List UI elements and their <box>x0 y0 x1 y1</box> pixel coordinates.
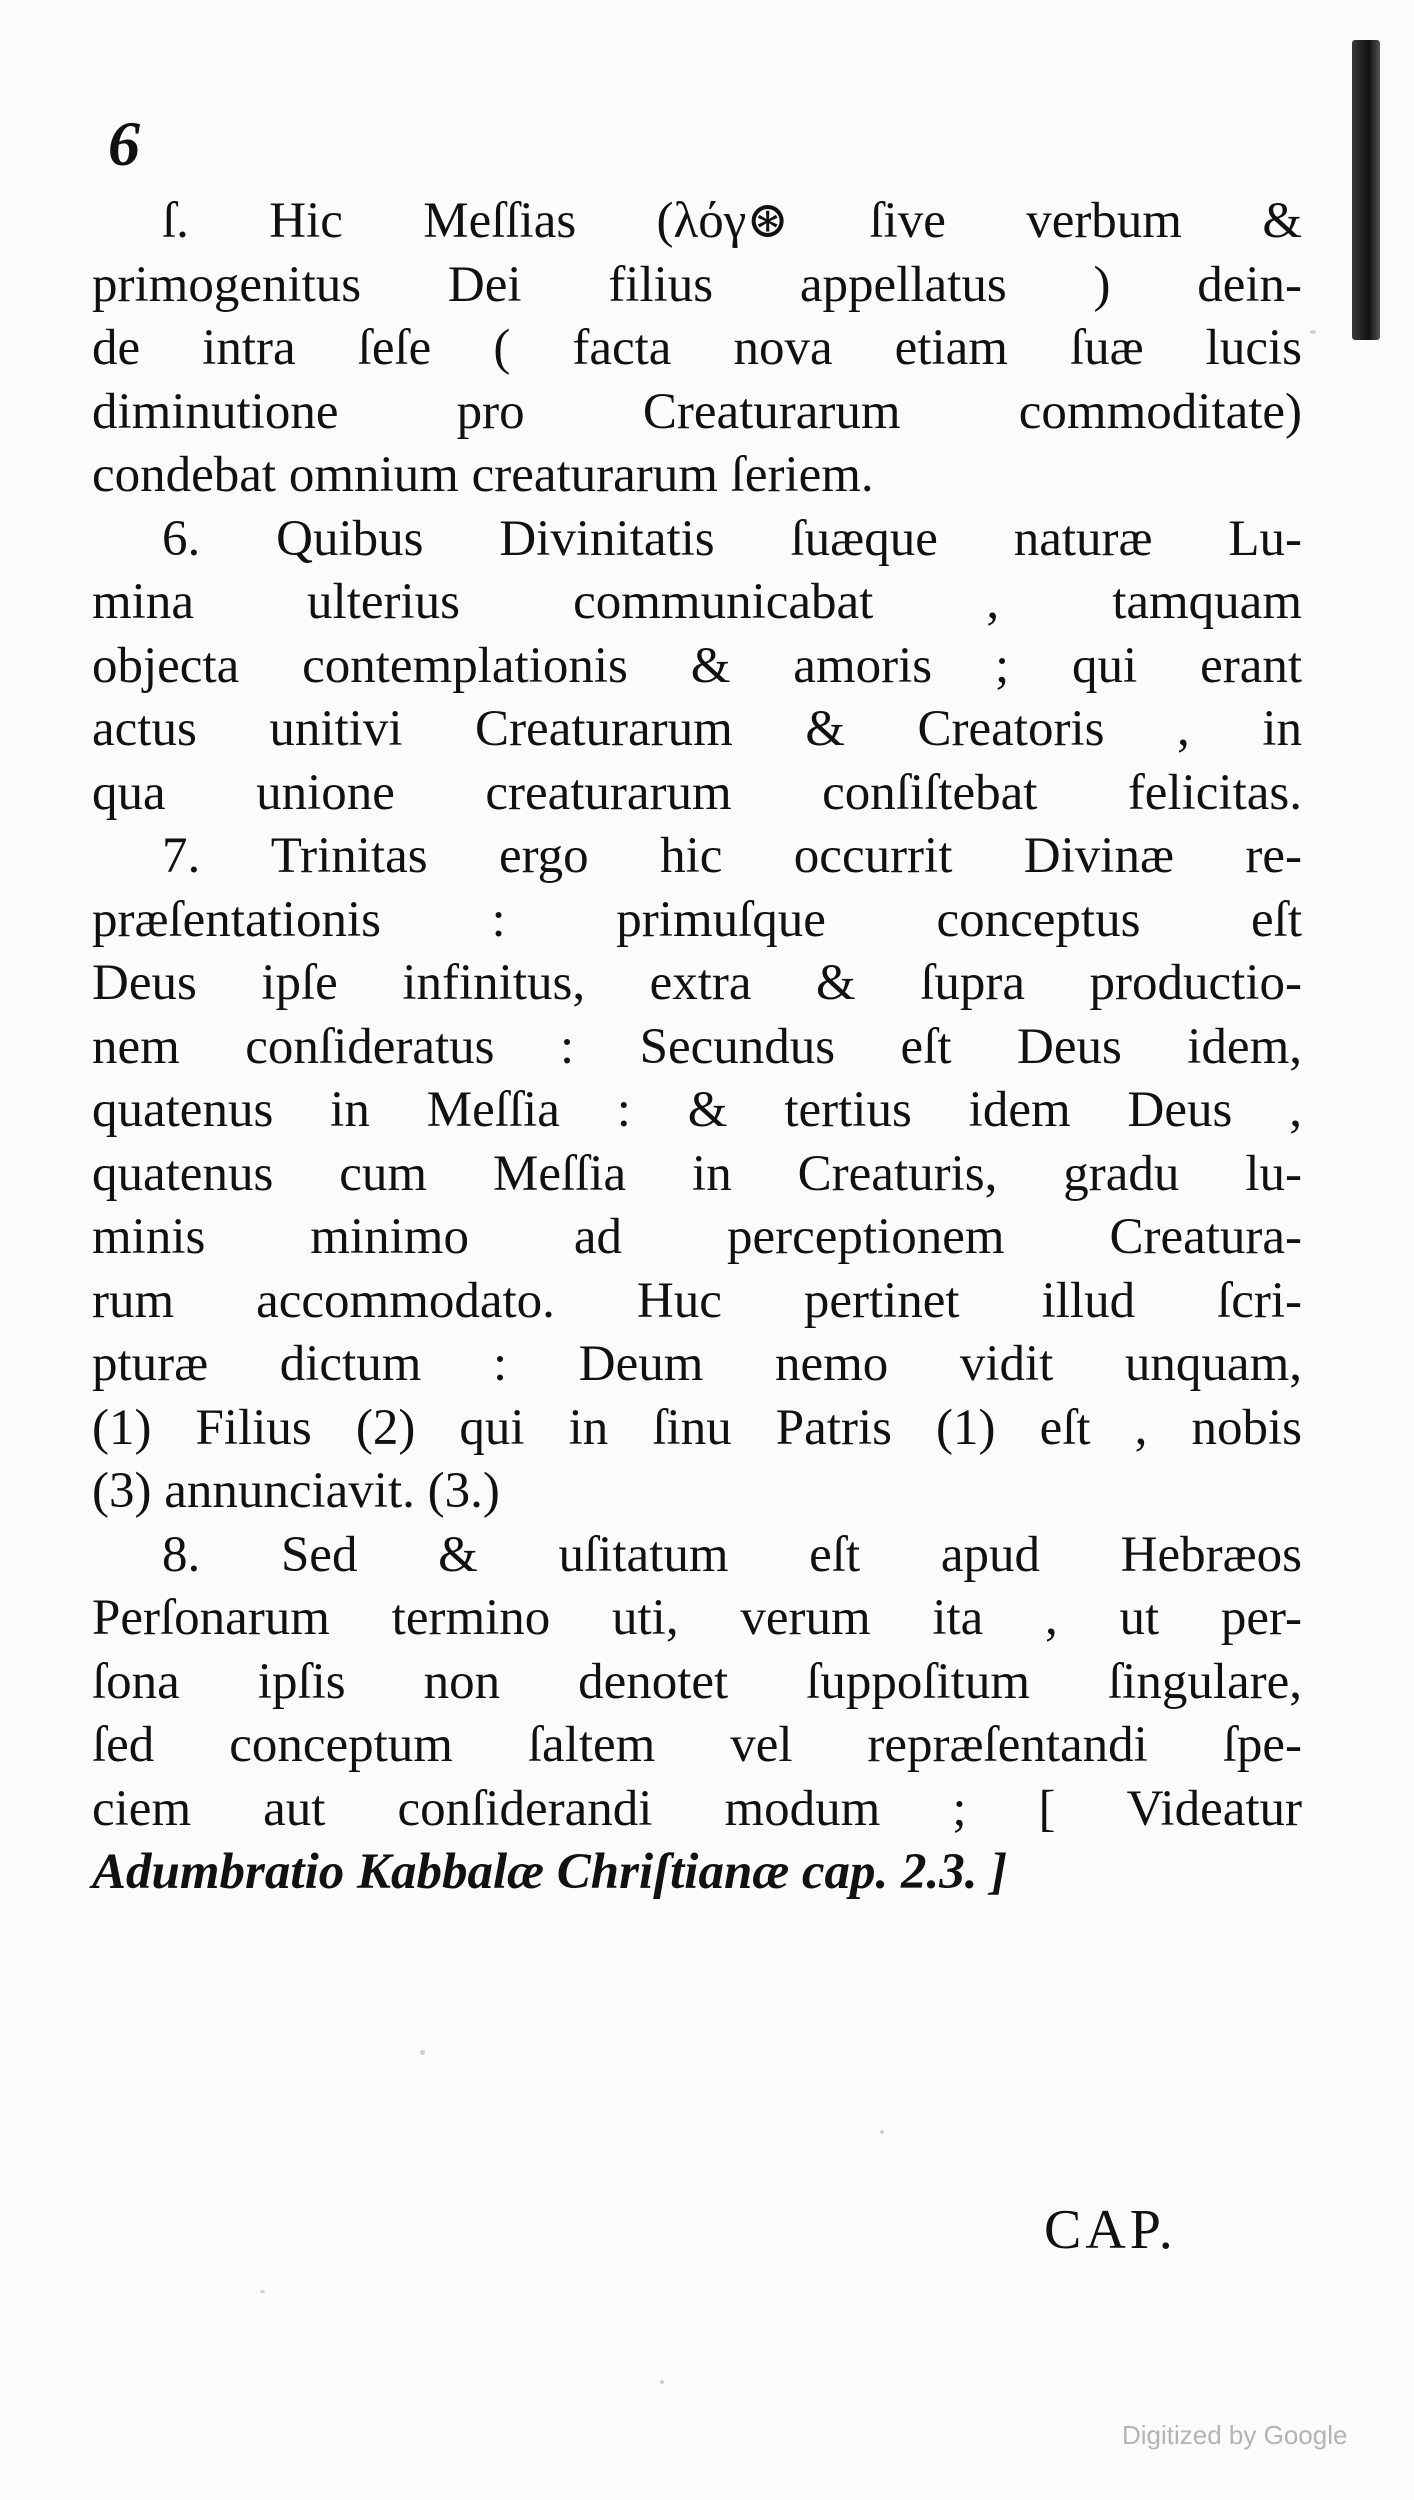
text-line: præſentationis : primuſque conceptus eſt <box>92 891 1302 948</box>
body-text <box>92 190 1302 1905</box>
text-line: ſed conceptum ſaltem vel repræſentandi ſpe- <box>92 1717 1302 1773</box>
scan-speck <box>880 2130 884 2134</box>
text-line: (1) Filius (2) qui in ſinu Patris (1) eſt , nobis <box>92 1399 1302 1456</box>
text-line: quatenus in Meſſia : & tertius idem Deus , <box>92 1082 1302 1138</box>
scan-speck <box>660 2380 664 2384</box>
text-line: rum accommodato. Huc pertinet illud ſcri- <box>92 1272 1302 1329</box>
text-line: (3) annunciavit. (3.) <box>92 1463 500 1519</box>
text-line: 7. Trinitas ergo hic occurrit Divinæ re- <box>162 828 1302 884</box>
text-line: Perſonarum termino uti, verum ita , ut per- <box>92 1590 1302 1646</box>
text-line: 8. Sed & uſitatum eſt apud Hebræos <box>162 1526 1302 1583</box>
scan-speck <box>260 2290 265 2293</box>
text-line: condebat omnium creaturarum ſeriem. <box>92 447 874 503</box>
text-line: primogenitus Dei filius appellatus ) dein- <box>92 256 1302 313</box>
text-line: Adumbratio Kabbalæ Chriſtianæ cap. 2.3. ] <box>92 1844 1008 1900</box>
text-line: nem conſideratus : Secundus eſt Deus idem, <box>92 1018 1302 1075</box>
text-line: ſona ipſis non denotet ſuppoſitum ſingulare, <box>92 1653 1302 1710</box>
text-line: objecta contemplationis & amoris ; qui erant <box>92 637 1302 694</box>
text-line: diminutione pro Creaturarum commoditate) <box>92 383 1302 440</box>
text-line: ſ. Hic Meſſias (λόγ⊛ ſive verbum & <box>162 193 1302 249</box>
text-line: quatenus cum Meſſia in Creaturis, gradu lu- <box>92 1145 1302 1202</box>
scan-speck <box>1310 330 1316 334</box>
text-line: qua unione creaturarum conſiſtebat felicitas. <box>92 764 1302 821</box>
text-line: pturæ dictum : Deum nemo vidit unquam, <box>92 1336 1302 1392</box>
digitized-watermark: Digitized by Google <box>1122 2420 1348 2450</box>
text-line: Deus ipſe infinitus, extra & ſupra productio- <box>92 955 1302 1011</box>
text-line: de intra ſeſe ( facta nova etiam ſuæ lucis <box>92 320 1302 376</box>
text-line: mina ulterius communicabat , tamquam <box>92 574 1302 630</box>
scan-speck <box>420 2050 425 2055</box>
text-line: minis minimo ad perceptionem Creatura- <box>92 1209 1302 1265</box>
catchword: CAP. <box>1044 2199 1177 2261</box>
text-line: actus unitivi Creaturarum & Creatoris , in <box>92 701 1302 757</box>
page-edge-shadow <box>1352 40 1380 340</box>
page-number: 6 <box>108 108 140 179</box>
text-line: ciem aut conſiderandi modum ; [ Videatur <box>92 1780 1302 1837</box>
text-line: 6. Quibus Divinitatis ſuæque naturæ Lu- <box>162 510 1302 567</box>
